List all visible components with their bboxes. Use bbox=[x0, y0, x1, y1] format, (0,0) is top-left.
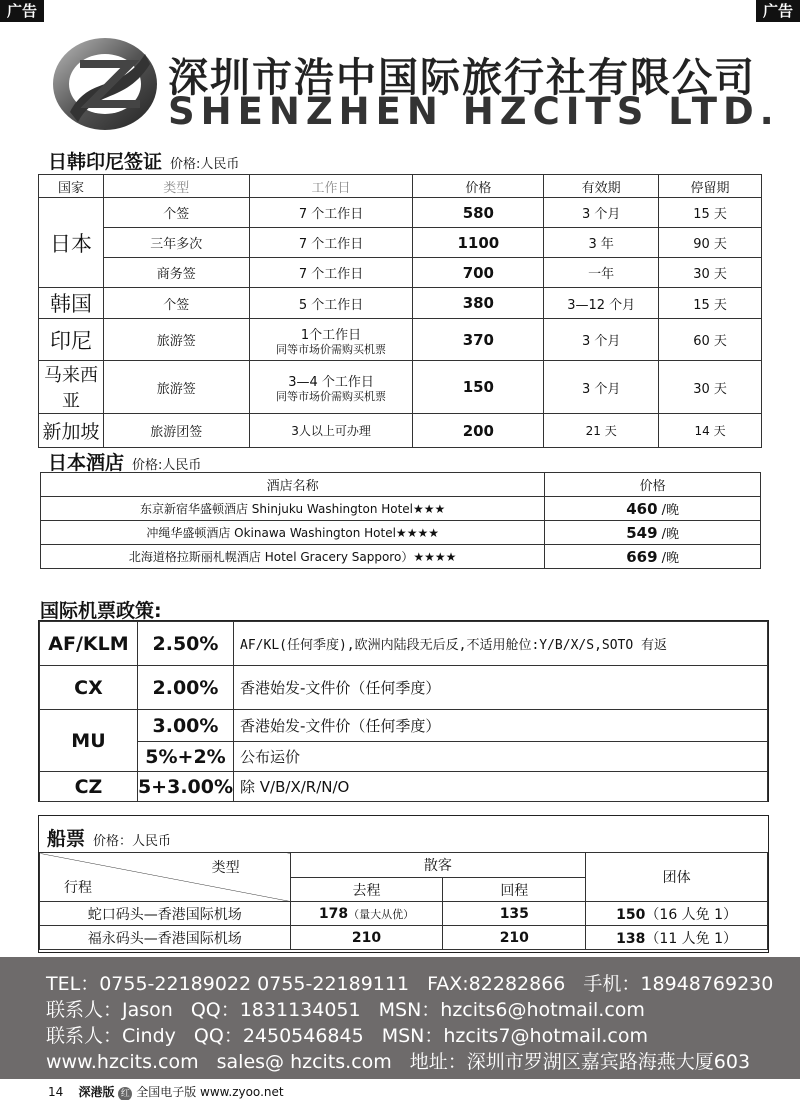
table-cell: 3—4 个工作日 同等市场价需购买机票 bbox=[249, 361, 413, 414]
table-cell: 138（11 人免 1） bbox=[586, 926, 768, 950]
table-cell: 类型 行程 bbox=[40, 853, 291, 902]
table-cell: 3 年 bbox=[544, 228, 659, 258]
table-cell: 福永码头—香港国际机场 bbox=[40, 926, 291, 950]
ad-label-left: 广告 bbox=[0, 0, 44, 22]
table-row bbox=[41, 497, 761, 521]
table-cell: MU bbox=[40, 710, 138, 772]
table-cell: 178（量大从优） bbox=[290, 902, 443, 926]
table-row bbox=[40, 666, 768, 710]
table-cell: 2.50% bbox=[137, 622, 233, 666]
table-cell: 3.00% bbox=[137, 710, 233, 742]
table-cell: 1个工作日 同等市场价需购买机票 bbox=[249, 319, 413, 361]
country-singapore: 新加坡 bbox=[39, 414, 104, 448]
company-logo-icon bbox=[50, 34, 160, 134]
table-cell: 30 天 bbox=[659, 361, 762, 414]
online-edition: 全国电子版 www.zyoo.net bbox=[136, 1085, 284, 1099]
email-link[interactable]: sales@ hzcits.com bbox=[216, 1051, 392, 1073]
header-workdays: 工作日 bbox=[249, 175, 413, 198]
edition-label: 深港版 bbox=[78, 1085, 115, 1099]
header-type: 类型 bbox=[103, 175, 249, 198]
table-cell: 60 天 bbox=[659, 319, 762, 361]
table-cell: 5 个工作日 bbox=[249, 288, 413, 319]
header-validity: 有效期 bbox=[544, 175, 659, 198]
country-malaysia: 马来西亚 bbox=[39, 361, 104, 414]
table-cell: 旅游团签 bbox=[103, 414, 249, 448]
country-korea: 韩国 bbox=[39, 288, 104, 319]
page-footer bbox=[48, 1083, 284, 1100]
header-stay: 停留期 bbox=[659, 175, 762, 198]
flight-table bbox=[39, 621, 768, 802]
table-header-row bbox=[40, 853, 768, 878]
table-cell: 135 bbox=[443, 902, 586, 926]
table-cell: 东京新宿华盛顿酒店 Shinjuku Washington Hotel★★★ bbox=[41, 497, 545, 521]
table-row bbox=[40, 772, 768, 802]
table-cell: 冲绳华盛顿酒店 Okinawa Washington Hotel★★★★ bbox=[41, 521, 545, 545]
table-row bbox=[39, 288, 762, 319]
table-cell: 14 天 bbox=[659, 414, 762, 448]
company-header bbox=[50, 34, 780, 134]
table-cell: 团体 bbox=[586, 853, 768, 902]
table-cell: 30 天 bbox=[659, 258, 762, 288]
table-cell: 1100 bbox=[413, 228, 544, 258]
contact-jason-line: 联系人：Jason QQ：1831134051 MSN：hzcits6@hotmail.com bbox=[46, 999, 645, 1021]
table-cell: 商务签 bbox=[103, 258, 249, 288]
table-cell: CX bbox=[40, 666, 138, 710]
table-cell: 旅游签 bbox=[103, 319, 249, 361]
flight-section-title: 国际机票政策: bbox=[40, 600, 162, 622]
table-cell: 个签 bbox=[103, 288, 249, 319]
table-cell: 210 bbox=[290, 926, 443, 950]
table-cell: 酒店名称 bbox=[41, 473, 545, 497]
table-cell: 15 天 bbox=[659, 288, 762, 319]
table-cell: 公布运价 bbox=[234, 742, 768, 772]
table-cell: 旅游签 bbox=[103, 361, 249, 414]
table-row bbox=[40, 742, 768, 772]
table-cell: 北海道格拉斯丽札幌酒店 Hotel Gracery Sapporo）★★★★ bbox=[41, 545, 545, 569]
table-cell: AF/KL(任何季度),欧洲内陆段无后反,不适用舱位:Y/B/X/S,SOTO 有返 bbox=[234, 622, 768, 666]
table-cell: 7 个工作日 bbox=[249, 228, 413, 258]
table-row bbox=[39, 228, 762, 258]
company-name-en: SHENZHEN HZCITS LTD. bbox=[168, 90, 780, 133]
page-number: 14 bbox=[48, 1085, 64, 1099]
table-cell: 3 个月 bbox=[544, 361, 659, 414]
contact-panel bbox=[0, 957, 800, 1079]
table-row bbox=[39, 319, 762, 361]
company-name-cn: 深圳市浩中国际旅行社有限公司 bbox=[168, 55, 756, 101]
visa-table bbox=[38, 174, 762, 448]
table-row bbox=[40, 902, 768, 926]
table-cell: CZ bbox=[40, 772, 138, 802]
table-cell: 价格 bbox=[545, 473, 761, 497]
table-row bbox=[39, 361, 762, 414]
table-row bbox=[39, 258, 762, 288]
table-cell: 700 bbox=[413, 258, 544, 288]
ship-table bbox=[39, 852, 768, 950]
visa-section-title: 日韩印尼签证 价格:人民币 bbox=[48, 151, 240, 173]
table-row bbox=[39, 414, 762, 448]
table-cell: 三年多次 bbox=[103, 228, 249, 258]
hotel-section-title: 日本酒店 价格:人民币 bbox=[48, 452, 202, 474]
table-header-row bbox=[39, 175, 762, 198]
table-row bbox=[41, 521, 761, 545]
table-cell: 150（16 人免 1） bbox=[586, 902, 768, 926]
table-cell: 7 个工作日 bbox=[249, 258, 413, 288]
table-cell: 669 /晚 bbox=[545, 545, 761, 569]
table-cell: 5+3.00% bbox=[137, 772, 233, 802]
table-cell: 549 /晚 bbox=[545, 521, 761, 545]
ship-section-title: 船票 价格：人民币 bbox=[47, 828, 172, 850]
table-row bbox=[40, 710, 768, 742]
table-row bbox=[41, 545, 761, 569]
ship-ticket-box bbox=[38, 815, 769, 953]
flight-policy-box bbox=[38, 620, 769, 802]
table-cell: 散客 bbox=[290, 853, 586, 878]
ad-label-right: 广告 bbox=[756, 0, 800, 22]
table-row bbox=[40, 926, 768, 950]
country-japan: 日本 bbox=[39, 198, 104, 288]
table-cell: 150 bbox=[413, 361, 544, 414]
table-cell: 580 bbox=[413, 198, 544, 228]
table-cell: 3 个月 bbox=[544, 198, 659, 228]
table-cell: 15 天 bbox=[659, 198, 762, 228]
table-cell: 200 bbox=[413, 414, 544, 448]
table-cell: 香港始发-文件价（任何季度） bbox=[234, 710, 768, 742]
contact-phone-line: TEL：0755-22189022 0755-22189111 FAX:82282866 手机：18948769230 bbox=[46, 973, 774, 995]
table-cell: 3人以上可办理 bbox=[249, 414, 413, 448]
hotel-table bbox=[40, 472, 761, 569]
table-cell: 7 个工作日 bbox=[249, 198, 413, 228]
table-header-row bbox=[41, 473, 761, 497]
table-cell: 5%+2% bbox=[137, 742, 233, 772]
table-cell: AF/KLM bbox=[40, 622, 138, 666]
table-cell: 90 天 bbox=[659, 228, 762, 258]
table-cell: 香港始发-文件价（任何季度） bbox=[234, 666, 768, 710]
table-cell: 一年 bbox=[544, 258, 659, 288]
table-cell: 21 天 bbox=[544, 414, 659, 448]
table-cell: 380 bbox=[413, 288, 544, 319]
table-cell: 210 bbox=[443, 926, 586, 950]
table-cell: 2.00% bbox=[137, 666, 233, 710]
contact-cindy-line: 联系人：Cindy QQ：2450546845 MSN：hzcits7@hotmail.com bbox=[46, 1025, 648, 1047]
table-cell: 除 V/B/X/R/N/O bbox=[234, 772, 768, 802]
table-cell: 蛇口码头—香港国际机场 bbox=[40, 902, 291, 926]
table-cell: 去程 bbox=[290, 878, 443, 902]
table-cell: 个签 bbox=[103, 198, 249, 228]
table-cell: 3 个月 bbox=[544, 319, 659, 361]
table-row bbox=[39, 198, 762, 228]
table-row bbox=[40, 622, 768, 666]
country-indonesia: 印尼 bbox=[39, 319, 104, 361]
table-cell: 460 /晚 bbox=[545, 497, 761, 521]
header-price: 价格 bbox=[413, 175, 544, 198]
table-cell: 3—12 个月 bbox=[544, 288, 659, 319]
table-cell: 回程 bbox=[443, 878, 586, 902]
contact-web-line: www.hzcits.com sales@ hzcits.com 地址：深圳市罗湖区嘉宾路海燕大厦603 bbox=[46, 1051, 751, 1073]
table-cell: 370 bbox=[413, 319, 544, 361]
header-country: 国家 bbox=[39, 175, 104, 198]
edition-badge-icon: 红 bbox=[118, 1087, 132, 1100]
website-link[interactable]: www.hzcits.com bbox=[46, 1051, 199, 1073]
